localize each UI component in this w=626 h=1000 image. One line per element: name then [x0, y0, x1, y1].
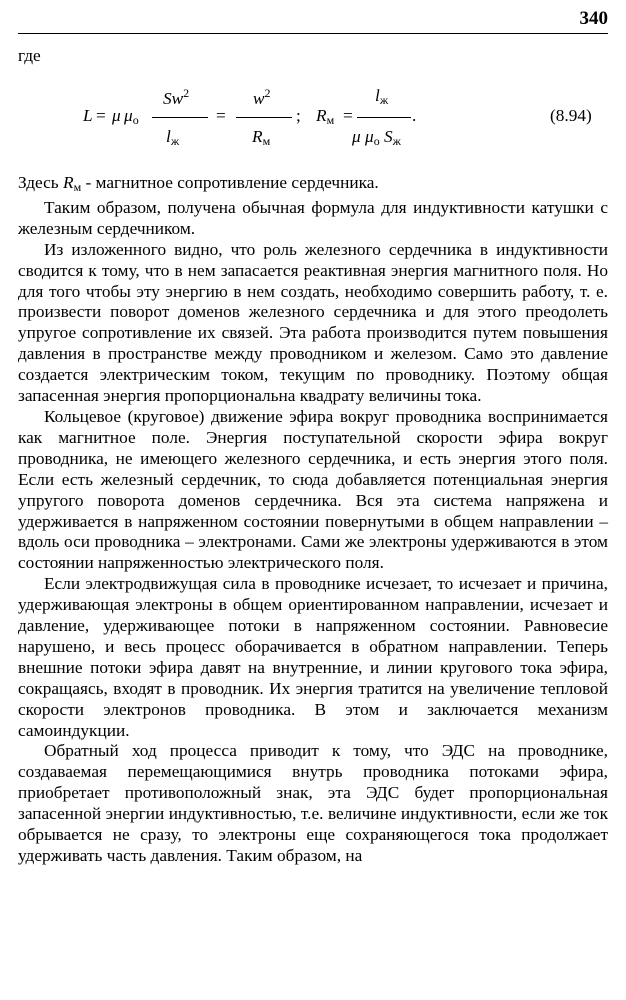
where-label: где — [18, 46, 41, 65]
formula-num2: $w^2$ — [253, 86, 271, 108]
fraction-line-2 — [236, 117, 292, 118]
paragraph-3: Кольцевое (круговое) движение эфира вокруг проводника воспринимается как магнитное поле. Энергия поступательной скорости эфира вокруг проводника, не имеющего железного сердечника, и есть энергия этого поля. Если есть железный сердечник, то сюда добавляется потенциальная энергия упругого поворота доменов сердечника. Вся эта система напряжена и удерживается в напряженном состоянии повернутыми в общем направлении – вдоль оси проводника – электронами. Сами же электроны удерживаются в этом состоянии напряженностью электрического поля. — [18, 406, 608, 573]
formula-eq2: = — [216, 106, 226, 125]
formula-Rm: $R_м$ — [316, 106, 335, 127]
fraction-line-3 — [357, 117, 411, 118]
formula-eq1: = — [96, 106, 106, 125]
header-rule — [18, 33, 608, 34]
formula-eq3: = — [343, 106, 353, 125]
formula-num3: $l_ж$ — [375, 86, 389, 107]
formula-8-94 — [0, 80, 626, 170]
paragraph-1: Таким образом, получена обычная формула для индуктивности катушки с железным сердечником. — [18, 197, 608, 238]
formula-num1: Sw$^2$ — [163, 86, 190, 108]
formula-den3: μ $\mu_о$ $S_ж$ — [352, 127, 401, 148]
equation-number: (8.94) — [550, 106, 592, 125]
definition-line: Здесь $R_м$ - магнитное сопротивление сердечника. — [18, 173, 379, 194]
formula-L: L — [83, 106, 93, 125]
formula-mu0: $\mu_о$ — [124, 106, 139, 127]
paragraph-4: Если электродвижущая сила в проводнике исчезает, то исчезает и причина, удерживающая электроны в общем ориентированном направлении, исчезает и давление, удерживающее потоки в напряженном состоянии. Равновесие нарушено, и весь процесс оборачивается в обратном направлении. Теперь внешние потоки эфира давят на внутренние, и линии кругового тока эфира, сокращаясь, входят в проводник. Их энергия тратится на увеличение тепловой скорости электронов проводника. В этом и заключается механизм самоиндукции. — [18, 574, 608, 740]
page-number: 340 — [579, 8, 608, 29]
body-text — [18, 173, 608, 867]
formula-den2: $R_м$ — [252, 127, 271, 148]
formula-semicolon: ; — [296, 106, 301, 125]
formula-den1: $l_ж$ — [166, 127, 180, 148]
fraction-line-1 — [152, 117, 208, 118]
formula-dot: . — [412, 106, 417, 125]
paragraph-5: Обратный ход процесса приводит к тому, что ЭДС на проводнике, создаваемая перемещающимися внутрь проводника потоками эфира, приобретает противоположный знак, эта ЭДС будет пропорциональная запасенной энергии индуктивностью, т.е. величине индуктивности, если же ток обрывается не сразу, то электроны еще сохраняющегося тока продолжает удерживать часть давления. Таким образом, на — [18, 741, 608, 865]
paragraph-2: Из изложенного видно, что роль железного сердечника в индуктивности сводится к тому, что в нем запасается реактивная энергия магнитного поля. Но для того чтобы эту энергию в нем создать, необходимо совершить работу, т. е. произвести поворот доменов железного сердечника и для этого преодолеть упругое сопротивление их связей. Эта работа производится путем повышения давления в пространстве между проводником и железом. Само это давление создается электрическим током, текущим по проводнику. Поэтому общая запасенная энергия пропорциональна квадрату величины тока. — [18, 239, 608, 406]
formula-mu: μ — [112, 106, 121, 125]
